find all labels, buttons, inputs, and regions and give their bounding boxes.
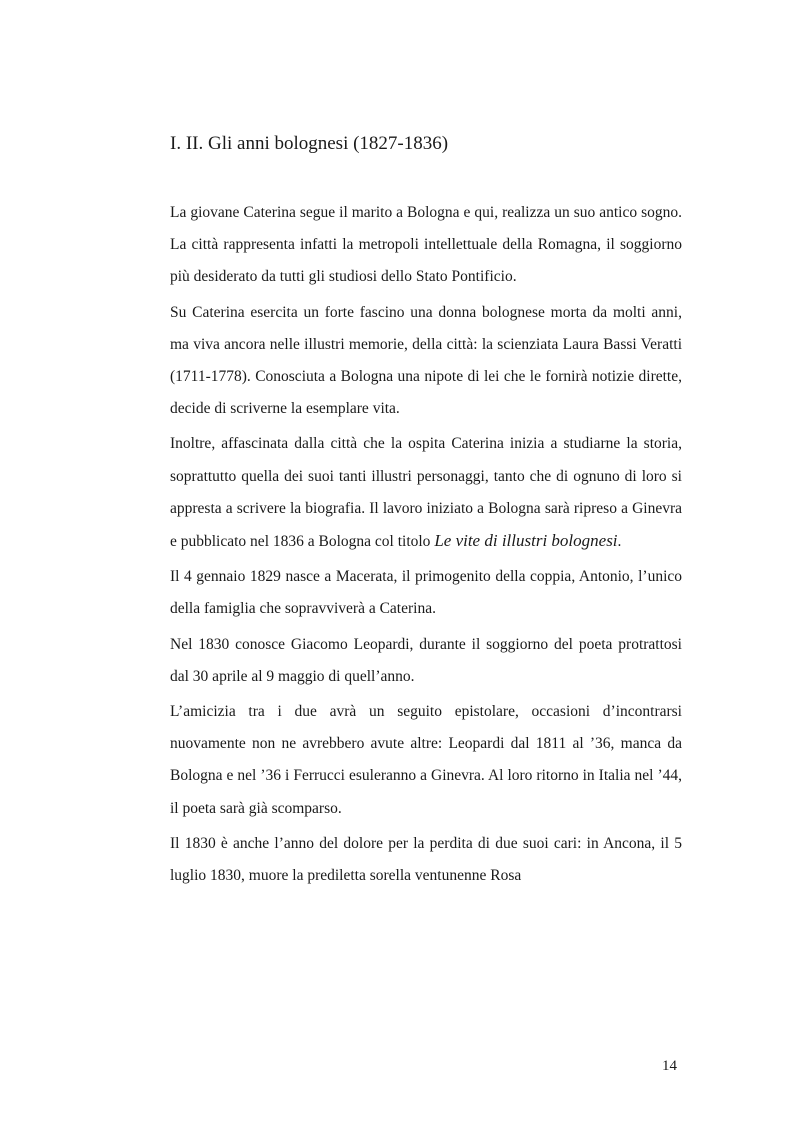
paragraph: Il 1830 è anche l’anno del dolore per la perdita di due suoi cari: in Ancona, il 5 luglio 1830, muore la prediletta sorella ventunenne Rosa — [170, 834, 682, 885]
paragraph-text: . — [617, 533, 622, 551]
page-number: 14 — [662, 1058, 677, 1074]
paragraph: La giovane Caterina segue il marito a Bologna e qui, realizza un suo antico sogno. La città rappresenta infatti la metropoli intellettuale della Romagna, il soggiorno più desiderato da tutti gli studiosi dello Stato Pontificio. — [170, 204, 682, 286]
book-title: Le vite di illustri bolognesi — [434, 531, 618, 551]
paragraph-text: Inoltre, affascinata dalla città che la ospita Caterina inizia a studiarne la storia, soprattutto quella dei suoi tanti illustri personaggi, tanto che di ognuno di loro si appresta a scrivere la biografia. Il lavoro iniziato a Bologna sarà ripreso a Ginevra e pubblicato nel 1836 a Bologna col titolo — [170, 435, 682, 551]
section-heading: I. II. Gli anni bolognesi (1827-1836) — [170, 133, 449, 154]
paragraph: Nel 1830 conosce Giacomo Leopardi, durante il soggiorno del poeta protrattosi dal 30 aprile al 9 maggio di quell’anno. — [170, 635, 682, 685]
paragraph-with-title — [170, 428, 682, 558]
paragraph: Il 4 gennaio 1829 nasce a Macerata, il primogenito della coppia, Antonio, l’unico della famiglia che sopravviverà a Caterina. — [170, 568, 682, 618]
body-text — [170, 197, 682, 895]
paragraph: Su Caterina esercita un forte fascino una donna bolognese morta da molti anni, ma viva ancora nelle illustri memorie, della città: la scienziata Laura Bassi Veratti (1711-1778). Conosciuta a Bologna una nipote di lei che le fornirà notizie dirette, decide di scriverne la esemplare vita. — [170, 303, 682, 418]
paragraph: L’amicizia tra i due avrà un seguito epistolare, occasioni d’incontrarsi nuovamente non ne avrebbero avute altre: Leopardi dal 1811 al ’36, manca da Bologna e nel ’36 i Ferrucci esuleranno a Ginevra. Al loro ritorno in Italia nel ’44, il poeta sarà già scomparso. — [170, 703, 682, 817]
